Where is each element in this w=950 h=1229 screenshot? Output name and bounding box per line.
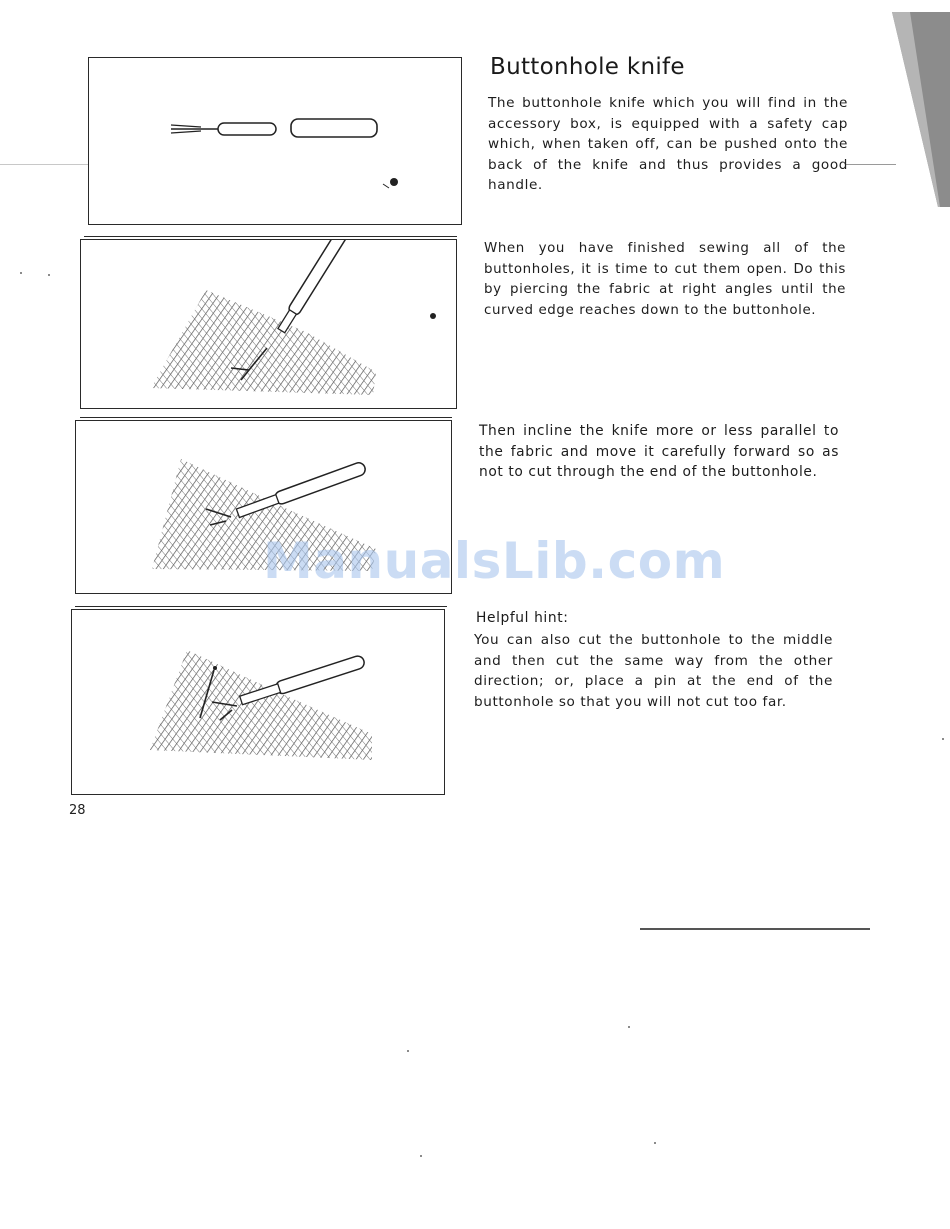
- panel-divider: [84, 236, 457, 237]
- page-number: 28: [69, 803, 86, 818]
- illustration-panel-2: [80, 239, 457, 409]
- knife-piercing-fabric-icon: [81, 240, 456, 408]
- knife-cut-to-pin-icon: [72, 610, 444, 794]
- scan-speck: [407, 1050, 409, 1052]
- hint-paragraph: You can also cut the buttonhole to the middle and then cut the same way from the other direction; or, place a pin at the end of the buttonhole so that you will not cut too far.: [474, 632, 833, 710]
- scan-speck: [20, 272, 22, 274]
- scan-speck: [628, 1026, 630, 1028]
- piercing-paragraph: When you have finished sewing all of the buttonholes, it is time to cut them open. Do this by piercing the fabric at right angles until the curved edge reaches down to the buttonhole.: [484, 241, 846, 318]
- illustration-panel-4: [71, 609, 445, 795]
- hint-heading: Helpful hint:: [476, 610, 569, 626]
- scan-speck: [942, 738, 944, 740]
- scan-line: [846, 164, 896, 165]
- buttonhole-knife-with-cap-icon: [89, 58, 461, 224]
- incline-paragraph: Then incline the knife more or less parallel to the fabric and move it carefully forward so as not to cut through the end of the buttonhole.: [479, 423, 839, 480]
- watermark-logo: ManualsLib.com: [263, 532, 726, 590]
- panel-divider: [75, 606, 447, 607]
- panel-divider: [80, 417, 452, 418]
- scan-speck: [48, 274, 50, 276]
- page-title: Buttonhole knife: [490, 54, 685, 80]
- intro-paragraph: The buttonhole knife which you will find in the accessory box, is equipped with a safety cap which, when taken off, can be pushed onto the back of the knife and thus provides a good handle.: [488, 95, 848, 193]
- scan-speck: [654, 1142, 656, 1144]
- scan-speck: [420, 1155, 422, 1157]
- illustration-panel-1: [88, 57, 462, 225]
- scan-line: [640, 928, 870, 930]
- scan-corner-shadow: [890, 12, 950, 207]
